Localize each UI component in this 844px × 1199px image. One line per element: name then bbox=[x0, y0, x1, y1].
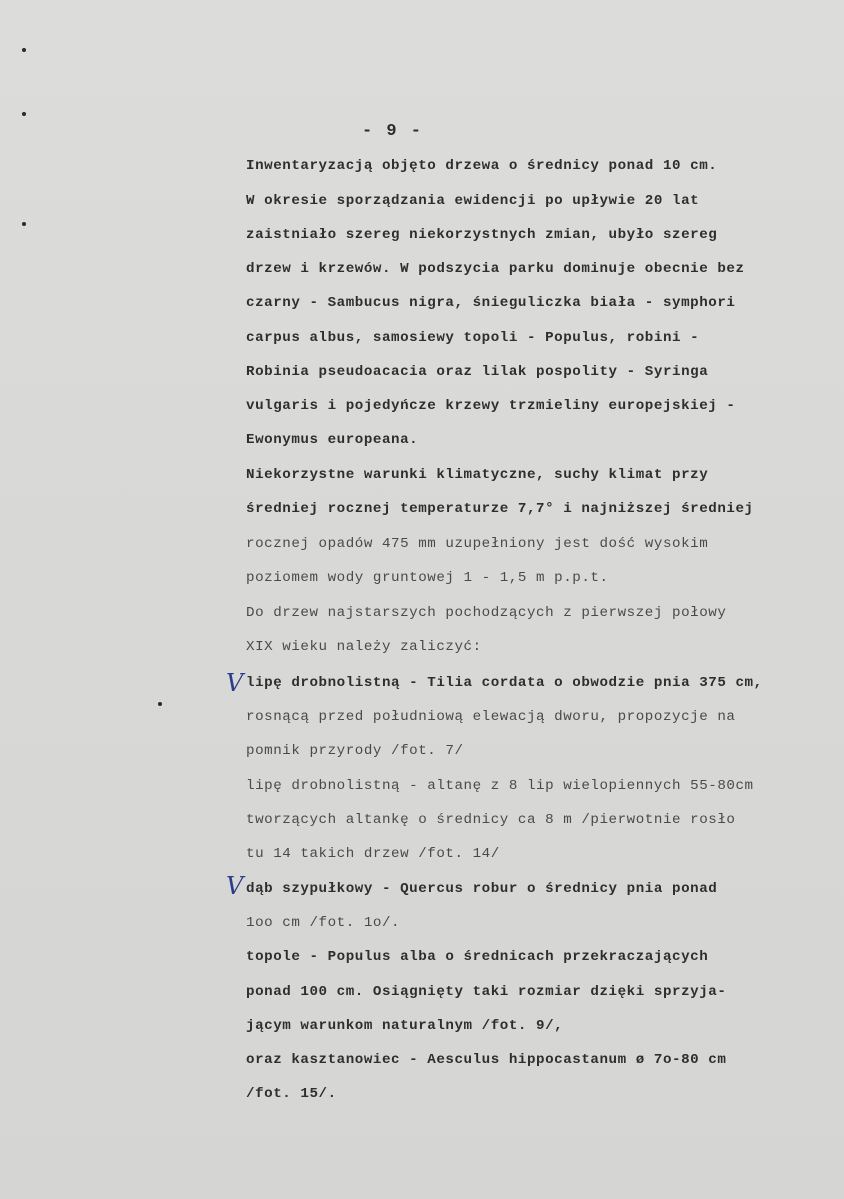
text-line: rocznej opadów 475 mm uzupełniony jest dość wysokim bbox=[246, 536, 709, 552]
text-line: Do drzew najstarszych pochodzących z pierwszej połowy bbox=[246, 605, 727, 621]
page-number: - 9 - bbox=[362, 122, 424, 141]
text-line: lipę drobnolistną - Tilia cordata o obwodzie pnia 375 cm, bbox=[246, 675, 763, 691]
text-line: Robinia pseudoacacia oraz lilak pospolity - Syringa bbox=[246, 364, 709, 380]
text-line: Inwentaryzacją objęto drzewa o średnicy ponad 10 cm. bbox=[246, 158, 718, 174]
handwritten-check-mark: V bbox=[226, 872, 244, 900]
punch-hole-mark bbox=[22, 112, 26, 116]
text-line: W okresie sporządzania ewidencji po upływie 20 lat bbox=[246, 193, 700, 209]
text-line: drzew i krzewów. W podszycia parku dominuje obecnie bez bbox=[246, 261, 745, 277]
text-line: rosnącą przed południową elewacją dworu, propozycje na bbox=[246, 709, 736, 725]
text-line: pomnik przyrody /fot. 7/ bbox=[246, 743, 464, 759]
text-line: /fot. 15/. bbox=[246, 1086, 337, 1102]
handwritten-check-mark: V bbox=[226, 669, 244, 697]
punch-hole-mark bbox=[22, 222, 26, 226]
text-line: tworzących altankę o średnicy ca 8 m /pierwotnie rosło bbox=[246, 812, 736, 828]
text-line: średniej rocznej temperaturze 7,7° i najniższej średniej bbox=[246, 501, 754, 517]
text-line: dąb szypułkowy - Quercus robur o średnicy pnia ponad bbox=[246, 881, 718, 897]
text-line: czarny - Sambucus nigra, śnieguliczka biała - symphori bbox=[246, 295, 736, 311]
text-line: carpus albus, samosiewy topoli - Populus, robini - bbox=[246, 330, 700, 346]
text-line: Ewonymus europeana. bbox=[246, 432, 419, 448]
text-line: ponad 100 cm. Osiągnięty taki rozmiar dzięki sprzyja- bbox=[246, 984, 727, 1000]
text-line: vulgaris i pojedyńcze krzewy trzmieliny europejskiej - bbox=[246, 398, 736, 414]
text-line: zaistniało szereg niekorzystnych zmian, ubyło szereg bbox=[246, 227, 718, 243]
text-line: oraz kasztanowiec - Aesculus hippocastanum ø 7o-80 cm bbox=[246, 1052, 727, 1068]
punch-hole-mark bbox=[22, 48, 26, 52]
text-line: Niekorzystne warunki klimatyczne, suchy klimat przy bbox=[246, 467, 709, 483]
text-line: topole - Populus alba o średnicach przekraczających bbox=[246, 949, 709, 965]
text-line: 1oo cm /fot. 1o/. bbox=[246, 915, 401, 931]
punch-hole-mark bbox=[158, 702, 162, 706]
text-line: tu 14 takich drzew /fot. 14/ bbox=[246, 846, 500, 862]
text-line: jącym warunkom naturalnym /fot. 9/, bbox=[246, 1018, 564, 1034]
text-line: poziomem wody gruntowej 1 - 1,5 m p.p.t. bbox=[246, 570, 609, 586]
text-line: XIX wieku należy zaliczyć: bbox=[246, 639, 482, 655]
text-line: lipę drobnolistną - altanę z 8 lip wielopiennych 55-80cm bbox=[246, 778, 754, 794]
